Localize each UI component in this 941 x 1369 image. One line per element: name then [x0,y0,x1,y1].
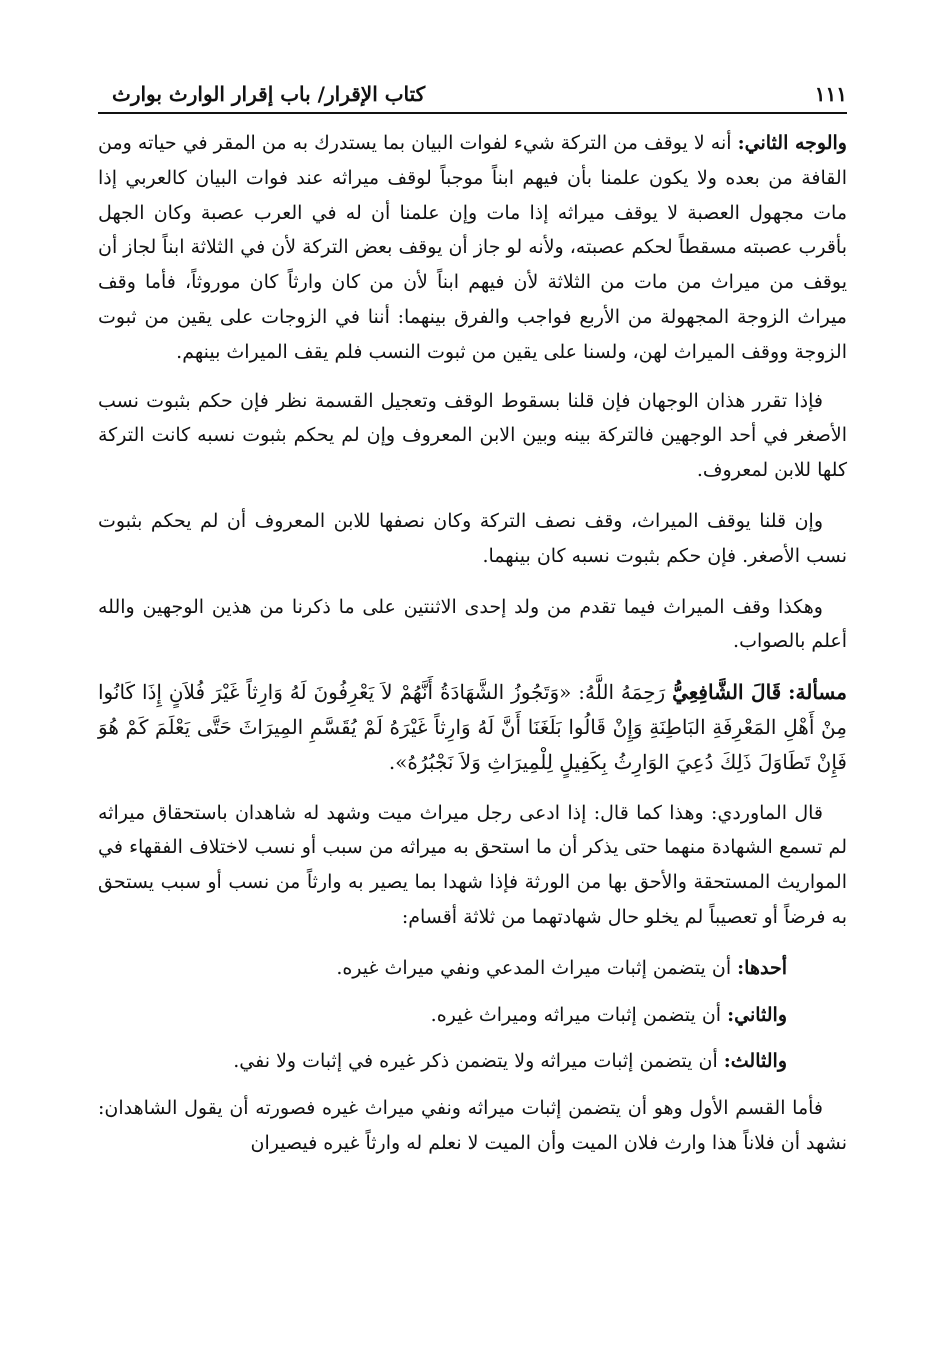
paragraph-text: أنه لا يوقف من التركة شيء لفوات البيان بما يستدرك به من المقر في حياته ومن القافة من بعده ولا يكون علمنا بأن فيهم ابناً موجباً لوقف ميراثه عند فوات البيان كالعربي إذا مات مجهول العصبة لا يوقف ميراثه إذا مات وإن علمنا أن له في العرب عصبة وكان الجهل بأقرب عصبته مسقطاً لحكم عصبته، ولأنه لو جاز أن يوقف بعض التركة لأن في الثلاثة ابناً لجاز أن يوقف من ميراث من مات من الثلاثة لأن فيهم ابناً لأن من كان وارثاً كان موروثاً، فأما وقف ميراث الزوجة المجهولة من الأربع فواجب والفرق بينهما: أننا في الزوجات على يقين من ثبوت الزوجة ووقف الميراث لهن، ولسنا على يقين من ثبوت النسب فلم يقف الميراث بينهم. [98,132,847,363]
masala-lead: مسألة: [788,680,847,705]
paragraph: فإذا تقرر هذان الوجهان فإن قلنا بسقوط الوقف وتعجيل القسمة نظر فإن حكم بثبوت نسب الأصغر في أحد الوجهين فالتركة بينه وبين الابن المعروف وإن لم يحكم بثبوت نسبه كانت التركة كلها للابن لمعروف. [98,389,847,482]
list-item-lead: والثاني: [727,1003,787,1026]
closing-paragraph: فأما القسم الأول وهو أن يتضمن إثبات ميراثه ونفي ميراث غيره فصورته أن يقول الشاهدان: نشهد أن فلاناً هذا وارث فلان الميت وأن الميت لا نعلم له وارثاً غيره فيصيران [98,1097,847,1154]
paragraph: وهكذا وقف الميراث فيما تقدم من ولد إحدى الاثنتين على ما ذكرنا من هذين الوجهين والله أعلم بالصواب. [98,595,847,653]
masala-speaker: قَالَ الشَّافِعِيُّ [672,680,782,705]
mawardi-paragraph: قال الماوردي: وهذا كما قال: إذا ادعى رجل ميراث ميت وشهد له شاهدان باستحقاق ميراثه لم تسمع الشهادة منهما حتى يذكر أن ما استحق به ميراثه من سبب أو نسب لاختلاف الفقهاء في المواريث المستحقة والأحق بها من الورثة فإذا شهدا بما يصير به وارثاً من نسب أو سبب يستحق به فرضاً أو تعصيباً لم يخلو حال شهادتهما من ثلاثة أقسام: [98,801,847,928]
masala-text: رَحِمَهُ اللَّهُ: «وَتَجُوزُ الشَّهَادَةُ أَنَّهُمْ لاَ يَعْرِفُونَ لَهُ وَارِثاً غَيْرَ فُلاَنٍ إِذَا كَانُوا مِنْ أَهْلِ المَعْرِفَةِ البَاطِنَةِ وَإِنْ قَالُوا بَلَغَنَا أَنَّ لَهُ وَارِثاً غَيْرَهُ لَمْ يُقَسَّمِ المِيرَاثَ حَتَّى يَعْلَمَ كَمْ هُوَ فَإِنْ تَطَاوَلَ ذَلِكَ دُعِيَ الوَارِثُ بِكَفِيلٍ لِلْمِيرَاثِ وَلاَ نَجْبُرُهُ». [98,680,847,774]
list-item-text: أن يتضمن إثبات ميراثه وميراث غيره. [430,1003,728,1026]
masala-paragraph [98,675,847,779]
list-item [98,998,847,1033]
division-list [98,951,847,1079]
page-number: ١١١ [814,82,847,106]
list-item-text: أن يتضمن إثبات ميراث المدعي ونفي ميراث غيره. [336,956,738,979]
list-item [98,1044,847,1079]
chapter-title: كتاب الإقرار/ باب إقرار الوارث بوارث [112,82,426,106]
paragraph-lead: والوجه الثاني: [737,132,847,154]
list-item-lead: أحدها: [737,956,787,979]
page-body [98,126,847,1177]
paragraph-second-view [98,126,847,370]
running-header [98,76,847,114]
list-item-lead: والثالث: [723,1050,787,1073]
list-item-text: أن يتضمن إثبات ميراثه ولا يتضمن ذكر غيره في إثبات ولا نفي. [233,1050,724,1073]
paragraph: وإن قلنا يوقف الميراث، وقف نصف التركة وكان نصفها للابن المعروف أن لم يحكم بثبوت نسب الأصغر. فإن حكم بثبوت نسبه كان بينهما. [98,509,847,567]
list-item [98,951,847,986]
